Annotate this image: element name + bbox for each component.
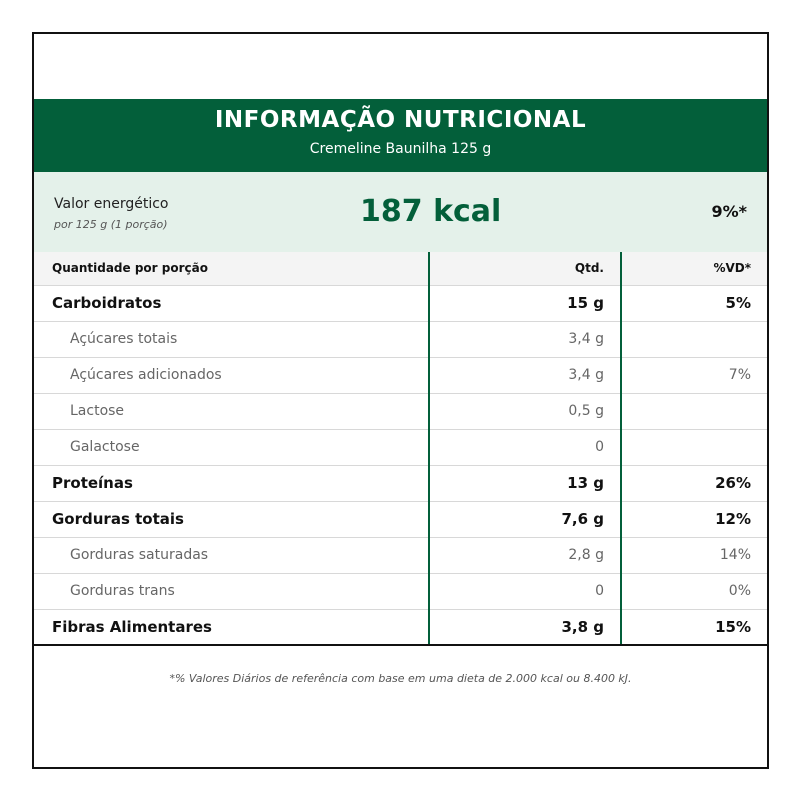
nutrient-quantity: 13 g [429,465,621,501]
nutrient-name: Açúcares totais [34,321,429,357]
nutrient-quantity: 0 [429,429,621,465]
nutrient-name: Galactose [34,429,429,465]
table-row [34,465,767,501]
nutrient-quantity: 15 g [429,285,621,321]
nutrient-daily-value: 12% [621,501,767,537]
table-row [34,609,767,645]
nutrient-quantity: 7,6 g [429,501,621,537]
table-row [34,321,767,357]
nutrient-daily-value: 14% [621,537,767,573]
nutrient-quantity: 3,8 g [429,609,621,645]
column-header-daily-value: %VD* [621,252,767,285]
table-row [34,429,767,465]
table-row [34,285,767,321]
table-row [34,357,767,393]
nutrient-name: Gorduras trans [34,573,429,609]
nutrient-name: Fibras Alimentares [34,609,429,645]
label-title: INFORMAÇÃO NUTRICIONAL [214,107,587,133]
serving-size: por 125 g (1 porção) [54,218,168,231]
nutrient-quantity: 0 [429,573,621,609]
table-row [34,573,767,609]
energy-daily-value: 9%* [711,202,747,221]
nutrient-quantity: 0,5 g [429,393,621,429]
energy-label: Valor energético [54,196,169,212]
energy-section [34,172,767,252]
table-row [34,501,767,537]
column-header-nutrient: Quantidade por porção [34,252,429,285]
product-name: Cremeline Baunilha 125 g [309,141,492,157]
nutrient-quantity: 2,8 g [429,537,621,573]
nutrient-name: Lactose [34,393,429,429]
nutrient-name: Carboidratos [34,285,429,321]
label-header [34,99,767,172]
nutrient-daily-value [621,393,767,429]
nutrient-name: Gorduras saturadas [34,537,429,573]
nutrient-daily-value: 7% [621,357,767,393]
nutrient-daily-value: 5% [621,285,767,321]
nutrient-name: Gorduras totais [34,501,429,537]
table-header-row [34,252,767,285]
nutrient-daily-value [621,321,767,357]
nutrition-label [32,32,769,769]
nutrient-table [34,252,767,646]
nutrient-quantity: 3,4 g [429,321,621,357]
nutrient-name: Açúcares adicionados [34,357,429,393]
nutrient-daily-value: 15% [621,609,767,645]
nutrient-daily-value: 0% [621,573,767,609]
nutrient-quantity: 3,4 g [429,357,621,393]
table-row [34,393,767,429]
nutrient-daily-value [621,429,767,465]
nutrient-name: Proteínas [34,465,429,501]
energy-value: 187 kcal [360,194,502,229]
table-row [34,537,767,573]
column-header-quantity: Qtd. [429,252,621,285]
nutrient-daily-value: 26% [621,465,767,501]
footnote: *% Valores Diários de referência com base em uma dieta de 2.000 kcal ou 8.400 kJ. [169,672,632,685]
